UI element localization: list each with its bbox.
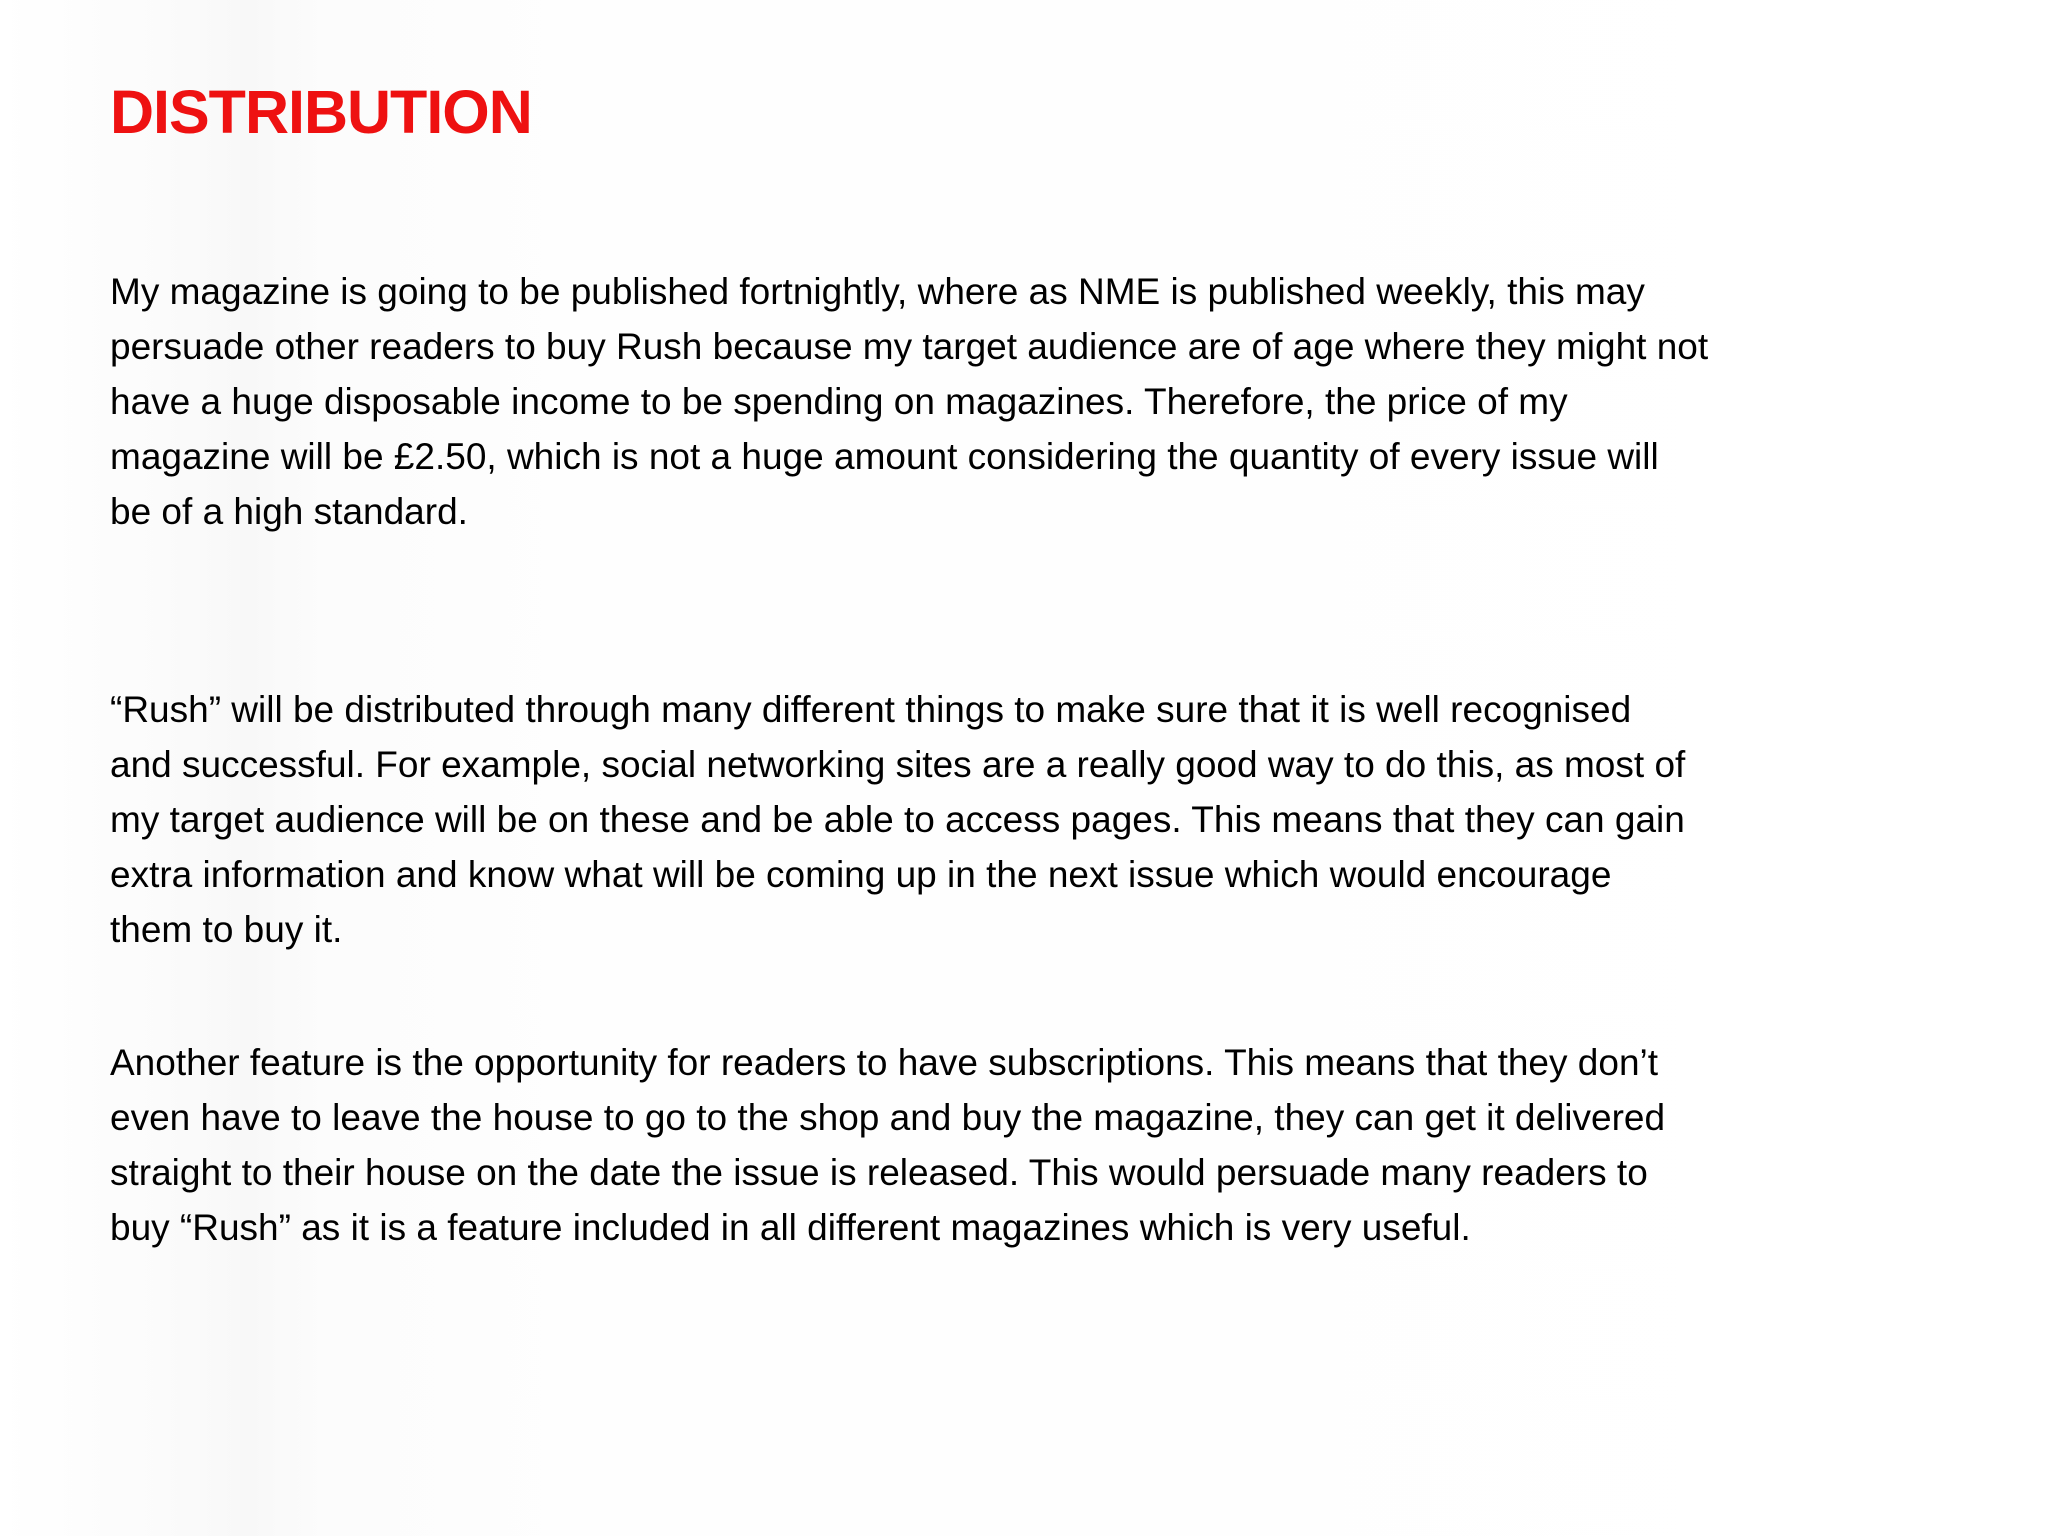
- paragraph-line: extra information and know what will be coming up in the next issue which would encourage: [110, 854, 1612, 895]
- paragraph-line: magazine will be £2.50, which is not a huge amount considering the quantity of every issue will: [110, 436, 1659, 477]
- paragraph-line: Another feature is the opportunity for readers to have subscriptions. This means that they don’t: [110, 1042, 1659, 1083]
- paragraph-line: them to buy it.: [110, 909, 343, 950]
- paragraph-line: straight to their house on the date the issue is released. This would persuade many readers to: [110, 1152, 1648, 1193]
- paragraph-line: be of a high standard.: [110, 491, 468, 532]
- paragraph-line: “Rush” will be distributed through many different things to make sure that it is well recognised: [110, 689, 1632, 730]
- paragraph-social-networking: [110, 682, 1950, 957]
- paragraph-line: even have to leave the house to go to the shop and buy the magazine, they can get it delivered: [110, 1097, 1666, 1138]
- paragraph-line: My magazine is going to be published fortnightly, where as NME is published weekly, this may: [110, 271, 1645, 312]
- paragraph-line: persuade other readers to buy Rush because my target audience are of age where they might not: [110, 326, 1709, 367]
- paragraph-publishing-frequency: [110, 264, 1950, 539]
- paragraph-line: my target audience will be on these and be able to access pages. This means that they can gain: [110, 799, 1685, 840]
- paragraph-line: have a huge disposable income to be spending on magazines. Therefore, the price of my: [110, 381, 1568, 422]
- slide-title: DISTRIBUTION: [110, 78, 532, 146]
- paragraph-line: buy “Rush” as it is a feature included in all different magazines which is very useful.: [110, 1207, 1471, 1248]
- paragraph-line: and successful. For example, social networking sites are a really good way to do this, as most of: [110, 744, 1686, 785]
- paragraph-subscriptions: [110, 1035, 1950, 1255]
